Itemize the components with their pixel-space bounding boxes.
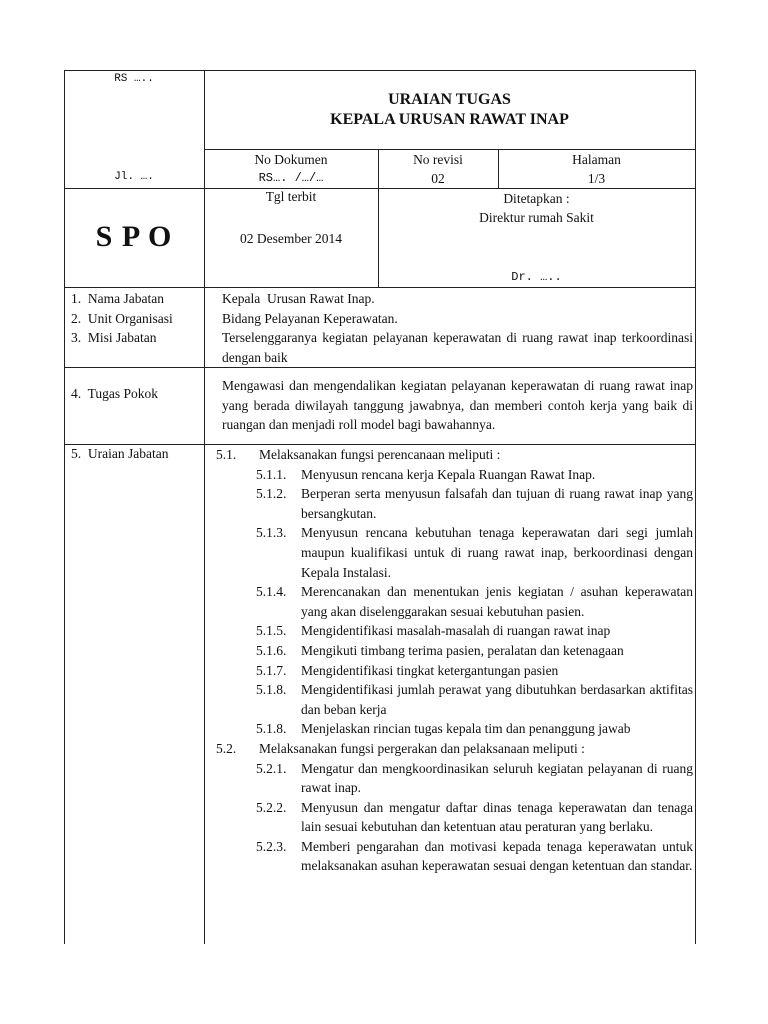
direktur-label: Direktur rumah Sakit — [479, 210, 594, 225]
item-number: 5.1.6. — [256, 642, 287, 658]
hospital-address: Jl. …. — [114, 171, 154, 183]
no-revisi-label: No revisi — [413, 152, 463, 167]
label-unit-organisasi: 2. Unit Organisasi — [71, 310, 173, 326]
table-line — [64, 287, 695, 288]
tgl-terbit-label: Tgl terbit — [265, 189, 317, 204]
halaman-cell — [498, 150, 695, 188]
label-nama-jabatan: 1. Nama Jabatan — [71, 291, 164, 306]
unit-organisasi-value: Bidang Pelayanan Keperawatan. — [222, 310, 398, 326]
tugas-pokok-text: Mengawasi dan mengendalikan kegiatan pelayanan keperawatan di ruang rawat inap yang berada diwilayah tanggung jawabnya, dan memberi contoh kerja yang baik di ruangan dan menjadi roll model bagi bawahannya. — [222, 378, 693, 433]
identitas-labels — [71, 289, 205, 348]
list-item — [204, 661, 695, 681]
list-item — [204, 523, 695, 582]
item-number: 5.2.1. — [256, 760, 287, 776]
item-text: Mengidentifikasi tingkat ketergantungan pasien — [301, 662, 559, 678]
no-dokumen-label: No Dokumen — [254, 152, 328, 167]
section-heading — [204, 445, 695, 465]
ditetapkan-label: Ditetapkan : — [503, 191, 570, 206]
label-uraian-jabatan: 5. Uraian Jabatan — [71, 446, 169, 461]
item-number: 5.1.8. — [256, 682, 287, 698]
hospital-name: RS ….. — [114, 73, 154, 85]
item-text: Menyusun rencana kerja Kepala Ruangan Rawat Inap. — [301, 466, 596, 482]
item-text: Menyusun dan mengatur daftar dinas tenaga keperawatan dan tenaga lain sesuai kebutuhan dan ketentuan atau peraturan yang berlaku. — [301, 799, 693, 835]
misi-jabatan-value: Terselenggaranya kegiatan pelayanan keperawatan di ruang rawat inap terkoordinasi dengan baik — [222, 330, 693, 365]
no-revisi-value: 02 — [431, 171, 445, 186]
label-tugas-pokok: 4. Tugas Pokok — [71, 386, 159, 401]
list-item — [204, 680, 695, 719]
document-title — [204, 90, 695, 130]
title-line-2: KEPALA URUSAN RAWAT INAP — [330, 111, 569, 128]
item-text: Merencanakan dan menentukan jenis kegiatan / asuhan keperawatan yang akan diselenggarakan sesuai kebutuhan pasien. — [301, 584, 693, 619]
item-number: 5.1.4. — [256, 584, 287, 600]
list-item — [204, 582, 695, 621]
item-text: Menjelaskan rincian tugas kepala tim dan penanggung jawab — [301, 721, 631, 737]
item-number: 5.1.1. — [256, 466, 287, 482]
halaman-value: 1/3 — [587, 171, 606, 186]
item-number: 5.1.7. — [256, 662, 287, 678]
nama-jabatan-value: Kepala Urusan Rawat Inap. — [222, 291, 375, 306]
item-text: Mengidentifikasi masalah-masalah di ruangan rawat inap — [301, 623, 611, 639]
item-text: Memberi pengarahan dan motivasi kepada tenaga keperawatan untuk melaksanakan asuhan keperawatan sesuai dengan ketentuan dan standar. — [301, 838, 693, 874]
list-item — [204, 621, 695, 641]
section-title: Melaksanakan fungsi perencanaan meliputi : — [259, 447, 501, 462]
section-number: 5.2. — [216, 740, 237, 756]
halaman-label: Halaman — [572, 152, 621, 167]
identitas-values — [222, 289, 693, 367]
item-number: 5.2.3. — [256, 838, 287, 854]
list-item — [204, 484, 695, 523]
item-text: Mengidentifikasi jumlah perawat yang dibutuhkan berdasarkan aktifitas dan beban kerja — [301, 682, 693, 717]
item-text: Menyusun rencana kebutuhan tenaga keperawatan dari segi jumlah maupun kualifikasi untuk di ruang rawat inap, berkoordinasi dengan Kepala Instalasi. — [301, 525, 693, 580]
item-number: 5.1.3. — [256, 525, 287, 541]
list-item — [204, 759, 695, 798]
uraian-content — [204, 445, 695, 876]
no-dokumen-cell — [204, 150, 378, 188]
title-line-1: URAIAN TUGAS — [388, 91, 511, 108]
section-heading — [204, 739, 695, 759]
list-item — [204, 719, 695, 739]
spo-label: S P O — [95, 220, 173, 253]
item-text: Berperan serta menyusun falsafah dan tujuan di ruang rawat inap yang bersangkutan. — [301, 486, 693, 521]
section-number: 5.1. — [216, 447, 237, 462]
item-number: 5.2.2. — [256, 799, 287, 815]
no-dokumen-value: RS…. /…/… — [258, 171, 324, 185]
item-text: Mengikuti timbang terima pasien, peralatan dan ketenagaan — [301, 642, 624, 658]
list-item — [204, 837, 695, 876]
item-number: 5.1.8. — [256, 721, 287, 737]
item-text: Mengatur dan mengkoordinasikan seluruh kegiatan pelayanan di ruang rawat inap. — [301, 760, 693, 796]
list-item — [204, 641, 695, 661]
table-border-right — [695, 70, 696, 944]
dr-signature-name: Dr. ….. — [511, 270, 562, 284]
section-title: Melaksanakan fungsi pergerakan dan pelaksanaan meliputi : — [259, 740, 585, 756]
item-number: 5.1.2. — [256, 486, 287, 502]
list-item — [204, 465, 695, 485]
table-border-top — [64, 70, 695, 71]
label-misi-jabatan: 3. Misi Jabatan — [71, 330, 157, 346]
item-number: 5.1.5. — [256, 623, 287, 639]
list-item — [204, 798, 695, 837]
table-line — [64, 188, 695, 189]
tgl-terbit-value: 02 Desember 2014 — [240, 231, 342, 246]
no-revisi-cell — [378, 150, 498, 188]
table-border-left — [64, 70, 65, 944]
